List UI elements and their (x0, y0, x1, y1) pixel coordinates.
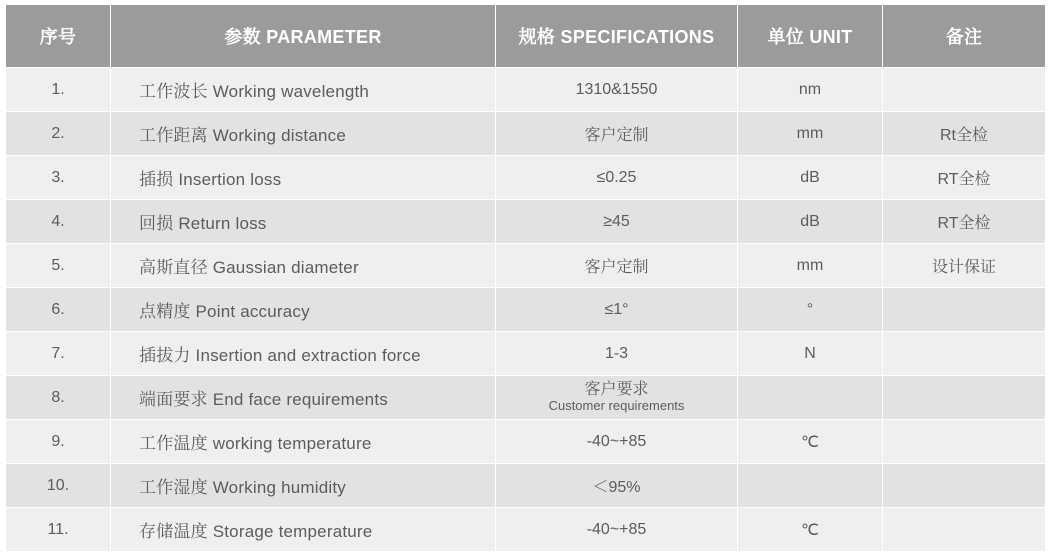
cell-specification: 1-3 (496, 332, 738, 376)
table-row (6, 508, 1046, 552)
cell-specification: 1310&1550 (496, 68, 738, 112)
cell-unit: ° (738, 288, 883, 332)
cell-parameter: 工作温度 working temperature (111, 420, 496, 464)
cell-parameter: 工作湿度 Working humidity (111, 464, 496, 508)
cell-unit: dB (738, 156, 883, 200)
cell-unit: dB (738, 200, 883, 244)
table-row (6, 200, 1046, 244)
cell-parameter: 工作波长 Working wavelength (111, 68, 496, 112)
table-header-row (6, 5, 1046, 68)
cell-specification-multiline (497, 381, 736, 414)
cell-unit (738, 376, 883, 420)
table-row (6, 112, 1046, 156)
cell-no: 1. (6, 68, 111, 112)
cell-no: 2. (6, 112, 111, 156)
column-header-remark: 备注 (883, 5, 1046, 68)
cell-parameter: 高斯直径 Gaussian diameter (111, 244, 496, 288)
table-row (6, 68, 1046, 112)
table-row (6, 156, 1046, 200)
cell-parameter: 存储温度 Storage temperature (111, 508, 496, 552)
cell-no: 5. (6, 244, 111, 288)
table-row (6, 332, 1046, 376)
cell-no: 8. (6, 376, 111, 420)
specifications-table (5, 4, 1046, 552)
cell-parameter: 端面要求 End face requirements (111, 376, 496, 420)
table-row (6, 288, 1046, 332)
table-row (6, 376, 1046, 420)
cell-no: 4. (6, 200, 111, 244)
cell-no: 3. (6, 156, 111, 200)
cell-remark (883, 332, 1046, 376)
cell-no: 10. (6, 464, 111, 508)
table-body (6, 68, 1046, 552)
cell-remark: Rt全检 (883, 112, 1046, 156)
cell-specification-line1: 客户要求 (584, 380, 649, 398)
cell-parameter: 工作距离 Working distance (111, 112, 496, 156)
cell-unit: ℃ (738, 508, 883, 552)
cell-unit: mm (738, 112, 883, 156)
cell-no: 11. (6, 508, 111, 552)
cell-parameter: 点精度 Point accuracy (111, 288, 496, 332)
cell-unit (738, 464, 883, 508)
cell-specification: -40~+85 (496, 420, 738, 464)
table-row (6, 244, 1046, 288)
column-header-no: 序号 (6, 5, 111, 68)
cell-specification-line2: Customer requirements (548, 398, 685, 414)
cell-unit: N (738, 332, 883, 376)
cell-unit: nm (738, 68, 883, 112)
table-header (6, 5, 1046, 68)
cell-remark (883, 376, 1046, 420)
cell-parameter: 插损 Insertion loss (111, 156, 496, 200)
cell-remark (883, 464, 1046, 508)
table-row (6, 420, 1046, 464)
cell-specification: ≤0.25 (496, 156, 738, 200)
cell-specification: ≥45 (496, 200, 738, 244)
cell-unit: mm (738, 244, 883, 288)
cell-specification: 客户定制 (496, 244, 738, 288)
cell-unit: ℃ (738, 420, 883, 464)
cell-parameter: 插拔力 Insertion and extraction force (111, 332, 496, 376)
cell-remark: 设计保证 (883, 244, 1046, 288)
cell-remark (883, 288, 1046, 332)
column-header-parameter: 参数 PARAMETER (111, 5, 496, 68)
column-header-unit: 单位 UNIT (738, 5, 883, 68)
cell-specification: ＜95% (496, 464, 738, 508)
cell-specification: ≤1° (496, 288, 738, 332)
cell-remark: RT全检 (883, 200, 1046, 244)
cell-parameter: 回损 Return loss (111, 200, 496, 244)
cell-remark (883, 508, 1046, 552)
cell-remark (883, 68, 1046, 112)
cell-specification: -40~+85 (496, 508, 738, 552)
cell-specification: 客户定制 (496, 112, 738, 156)
cell-no: 7. (6, 332, 111, 376)
table-row (6, 464, 1046, 508)
cell-no: 6. (6, 288, 111, 332)
column-header-specifications: 规格 SPECIFICATIONS (496, 5, 738, 68)
cell-remark: RT全检 (883, 156, 1046, 200)
cell-no: 9. (6, 420, 111, 464)
cell-specification (496, 376, 738, 420)
cell-remark (883, 420, 1046, 464)
